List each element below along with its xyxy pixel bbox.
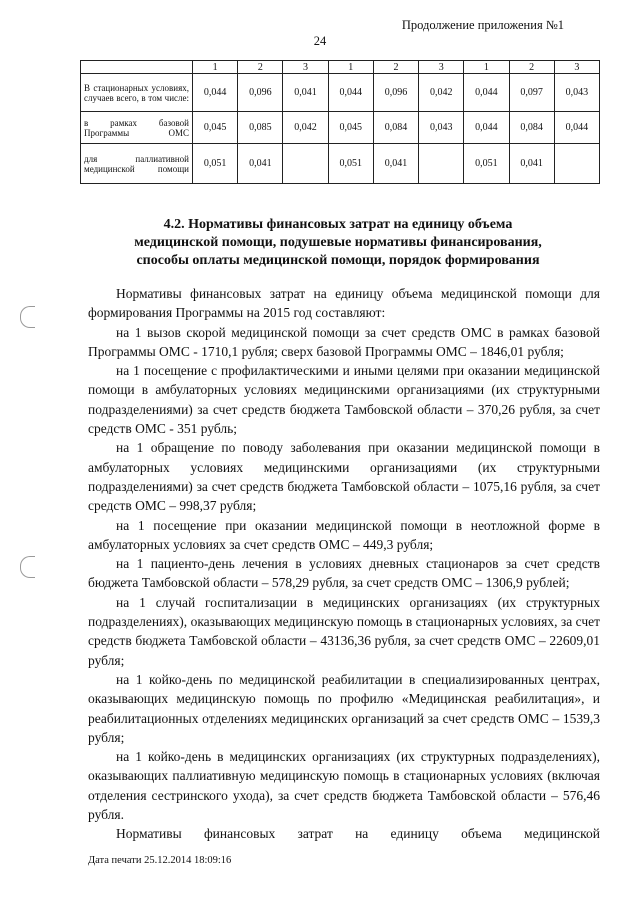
body-text — [88, 284, 600, 844]
table-cell: 0,044 — [554, 112, 599, 144]
table-cell: 0,041 — [373, 144, 418, 184]
table-cell: 0,084 — [373, 112, 418, 144]
section-title-line: способы оплаты медицинской помощи, порядок формирования — [136, 253, 540, 268]
table-cell: 0,043 — [554, 74, 599, 112]
table-row — [81, 74, 600, 112]
table-row — [81, 112, 600, 144]
row-label: в рамках базовой Программы ОМС — [81, 112, 193, 144]
table-cell: 0,051 — [464, 144, 509, 184]
table-cell: 0,044 — [464, 74, 509, 112]
table-cell — [283, 144, 328, 184]
table-header-cell: 3 — [283, 61, 328, 74]
table-header-cell: 1 — [464, 61, 509, 74]
paragraph: на 1 пациенто-день лечения в условиях дневных стационаров за счет средств бюджета Тамбовской области – 578,29 рубля, за счет средств ОМС – 1306,9 рублей; — [88, 556, 600, 591]
section-title-line: медицинской помощи, подушевые нормативы финансирования, — [134, 235, 542, 250]
paragraph: на 1 койко-день в медицинских организациях (их структурных подразделениях), оказывающих паллиативную медицинскую помощь в стационарных условиях (включая отделения сестринского ухода), за счет средств бюджета Тамбовской области – 576,46 рубля. — [88, 749, 600, 823]
table-header-cell: 3 — [554, 61, 599, 74]
table-cell — [419, 144, 464, 184]
table-cell: 0,044 — [328, 74, 373, 112]
table-header-cell: 1 — [328, 61, 373, 74]
table-cell: 0,084 — [509, 112, 554, 144]
table-cell — [554, 144, 599, 184]
page-number: 24 — [313, 34, 327, 48]
table-header-cell: 2 — [509, 61, 554, 74]
table-header-cell: 2 — [373, 61, 418, 74]
table-cell: 0,045 — [193, 112, 238, 144]
table-header-row — [81, 61, 600, 74]
row-label: для паллиативной медицинской помощи — [81, 144, 193, 184]
row-label: В стационарных условиях, случаев всего, в том числе: — [81, 74, 193, 112]
section-title — [88, 216, 588, 270]
table-cell: 0,041 — [283, 74, 328, 112]
print-date: Дата печати 25.12.2014 18:09:16 — [88, 855, 232, 866]
table-cell: 0,096 — [373, 74, 418, 112]
table-header-cell: 2 — [238, 61, 283, 74]
table-cell: 0,044 — [193, 74, 238, 112]
table-cell: 0,096 — [238, 74, 283, 112]
table-cell: 0,043 — [419, 112, 464, 144]
table-cell: 0,097 — [509, 74, 554, 112]
table-cell: 0,041 — [238, 144, 283, 184]
paragraph: Нормативы финансовых затрат на единицу объема медицинской — [116, 826, 600, 842]
norms-table — [80, 60, 600, 184]
table-cell: 0,085 — [238, 112, 283, 144]
paragraph: на 1 койко-день по медицинской реабилитации в специализированных центрах, оказывающих медицинскую помощь по профилю «Медицинская реабилитация», и реабилитационных отделениях медицинских организаций за счет средств ОМС – 1539,3 рубля; — [88, 671, 600, 745]
table-row — [81, 144, 600, 184]
continuation-header: Продолжение приложения №1 — [401, 18, 564, 32]
paragraph: на 1 посещение при оказании медицинской помощи в неотложной форме в амбулаторных условиях за счет средств ОМС – 449,3 рубля; — [88, 517, 600, 552]
table-cell: 0,051 — [328, 144, 373, 184]
table-header-cell: 1 — [193, 61, 238, 74]
section-title-line: 4.2. Нормативы финансовых затрат на единицу объема — [163, 217, 513, 232]
table-cell: 0,041 — [509, 144, 554, 184]
paragraph: на 1 вызов скорой медицинской помощи за счет средств ОМС в рамках базовой Программы ОМС - 1710,1 рубля; сверх базовой Программы ОМС – 1846,01 рубля; — [88, 324, 600, 359]
paragraph: на 1 обращение по поводу заболевания при оказании медицинской помощи в амбулаторных условиях медицинскими организациями (их структурными подразделениями) за счет средств бюджета Тамбовской области – 1075,16 рубля, за счет средств ОМС – 998,37 рубля; — [88, 440, 600, 514]
table-cell: 0,051 — [193, 144, 238, 184]
paragraph: на 1 посещение с профилактическими и иными целями при оказании медицинской помощи в амбулаторных условиях медицинскими организациями (их структурными подразделениями) за счет средств бюджета Тамбовской области – 370,26 рубля, за счет средств ОМС - 351 рубль; — [88, 363, 600, 437]
table-header-cell-empty — [81, 61, 193, 74]
punch-hole-mark — [20, 556, 35, 578]
table-cell: 0,042 — [419, 74, 464, 112]
paragraph: на 1 случай госпитализации в медицинских организациях (их структурных подразделениях), оказывающих медицинскую помощь в стационарных условиях, за счет средств бюджета Тамбовской области – 43136,36 рубля, за счет средств ОМС – 22609,01 рубля; — [88, 594, 600, 668]
punch-hole-mark — [20, 306, 35, 328]
table-cell: 0,044 — [464, 112, 509, 144]
table-header-cell: 3 — [419, 61, 464, 74]
table-cell: 0,042 — [283, 112, 328, 144]
table-cell: 0,045 — [328, 112, 373, 144]
paragraph: Нормативы финансовых затрат на единицу объема медицинской помощи для формирования Программы на 2015 год составляют: — [88, 286, 600, 321]
